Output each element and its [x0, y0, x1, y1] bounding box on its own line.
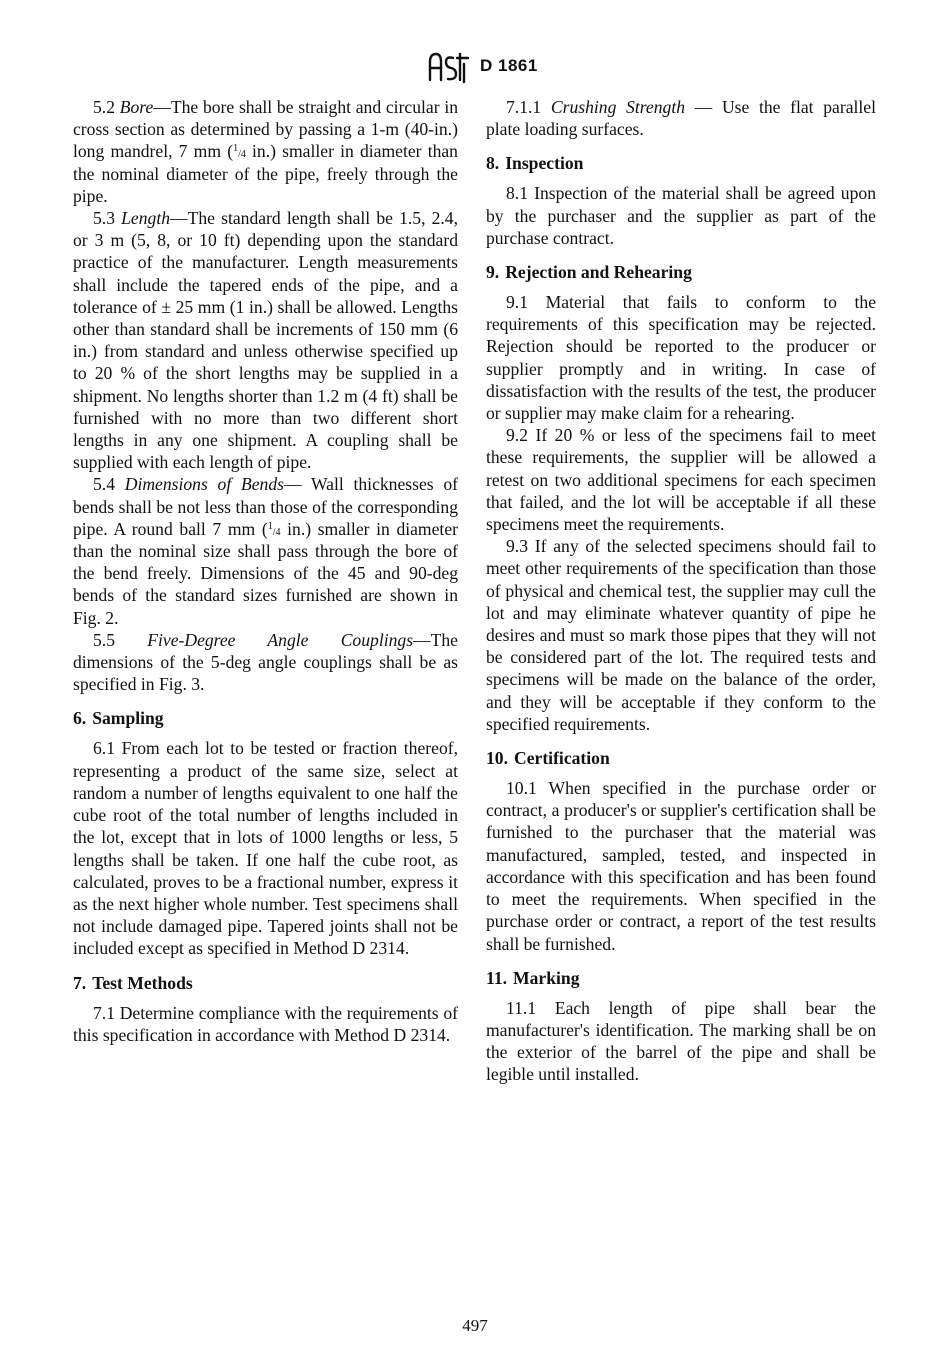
- section-5-5: 5.5 Five-Degree Angle Couplings—The dimensions of the 5-deg angle couplings shall be as specified in Fig. 3.: [73, 629, 458, 695]
- section-6-1: 6.1 From each lot to be tested or fraction thereof, representing a product of the same size, select at random a number of lengths equivalent to one half the cube root of the total number of lengths included in the lot, except that in lots of 1000 lengths or less, 5 lengths shall be taken. If one half the cube root, as calculated, proves to be a fractional number, express it as the next higher whole number. Test specimens shall not include damaged pipe. Tapered joints shall not be included except as specified in Method D 2314.: [73, 738, 458, 959]
- heading-sampling: 6. Sampling: [73, 708, 164, 729]
- astm-logo-icon: [424, 50, 470, 86]
- right-column: [486, 96, 876, 1086]
- section-7-1: 7.1 Determine compliance with the requirements of this specification in accordance with Method D 2314.: [73, 1002, 458, 1045]
- section-8-1: 8.1 Inspection of the material shall be agreed upon by the purchaser and the supplier as part of the purchase contract.: [486, 183, 876, 248]
- section-5-4: 5.4 Dimensions of Bends— Wall thicknesses of bends shall be not less than those of the corresponding pipe. A round ball 7 mm ($^1$/4 in.) smaller in diameter than the nominal size shall pass through the bore of the bend freely. Dimensions of the 45 and 90-deg bends of the standard sizes furnished are shown in Fig. 2.: [73, 474, 459, 628]
- section-7-1-1: 7.1.1 Crushing Strength — Use the flat parallel plate loading surfaces.: [486, 97, 876, 140]
- section-10-1: 10.1 When specified in the purchase order or contract, a producer's or supplier's certification shall be furnished to the purchaser that the material was manufactured, sampled, tested, and inspected in accordance with this specification and has been found to meet the requirements. When specified in the purchase order or contract, a report of the test results shall be furnished.: [486, 778, 876, 954]
- page-header: [0, 50, 950, 90]
- document-designation: D 1861: [480, 56, 538, 75]
- section-9-2: 9.2 If 20 % or less of the specimens fail to meet these requirements, the supplier will be allowed a retest on two additional specimens for each specimen that failed, and the lot will be acceptable if all these specimens meet the requirements.: [486, 425, 876, 535]
- heading-test-methods: 7. Test Methods: [73, 972, 193, 993]
- section-5-2: 5.2 Bore—The bore shall be straight and circular in cross section as determined by passing a 1-m (40-in.) long mandrel, 7 mm ($^1$/4 in.) smaller in diameter than the nominal diameter of the pipe, freely through the pipe.: [73, 97, 459, 206]
- heading-certification: 10. Certification: [486, 748, 610, 769]
- heading-rejection: 9. Rejection and Rehearing: [486, 262, 692, 283]
- left-column: [73, 96, 458, 1046]
- heading-marking: 11. Marking: [486, 967, 580, 988]
- page-number: 497: [462, 1316, 488, 1335]
- section-11-1: 11.1 Each length of pipe shall bear the manufacturer's identification. The marking shall be on the exterior of the barrel of the pipe and shall be legible until installed.: [486, 997, 876, 1085]
- section-9-3: 9.3 If any of the selected specimens should fail to meet other requirements of the specification than those of physical and chemical test, the supplier may cull the lot and may eliminate whatever quantity of pipe he desires and must so mark those pipes that they will not be considered part of the lot. The required tests and specimens will be made on the balance of the order, and they will be acceptable if they conform to the specified requirements.: [486, 536, 876, 734]
- section-9-1: 9.1 Material that fails to conform to the requirements of this specification may be rejected. Rejection should be reported to the producer or supplier promptly and in writing. In case of dissatisfaction with the results of the test, the producer or supplier may make claim for a rehearing.: [486, 292, 876, 424]
- heading-inspection: 8. Inspection: [486, 153, 584, 174]
- section-5-3: 5.3 Length—The standard length shall be 1.5, 2.4, or 3 m (5, 8, or 10 ft) depending upon the standard practice of the manufacturer. Length measurements shall include the tapered ends of the pipe, and a tolerance of ± 25 mm (1 in.) shall be allowed. Lengths other than standard shall be increments of 150 mm (6 in.) from standard and unless otherwise specified up to 20 % of the short lengths may be supplied in a shipment. No lengths shorter than 1.2 m (4 ft) shall be furnished with no more than two different short lengths in any one shipment. A coupling shall be supplied with each length of pipe.: [73, 208, 459, 473]
